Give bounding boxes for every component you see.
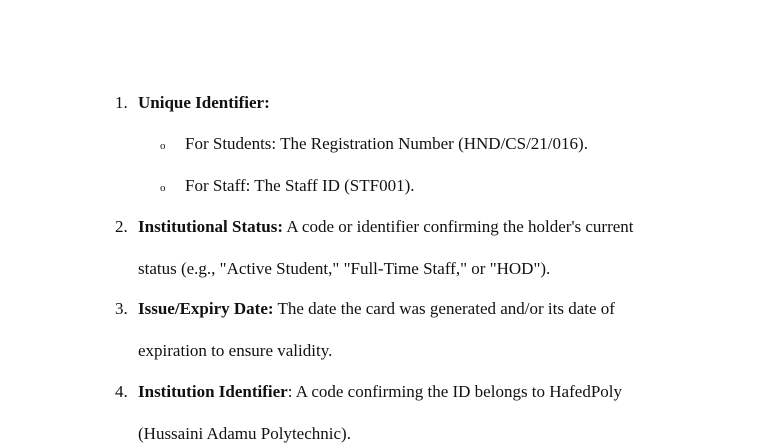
list-item-4 xyxy=(138,382,622,402)
sub-bullet-icon: o xyxy=(160,182,166,194)
list-number: 2. xyxy=(115,217,128,236)
item-continuation: (Hussaini Adamu Polytechnic). xyxy=(138,424,351,443)
list-item-1 xyxy=(138,93,270,113)
list-number: 4. xyxy=(115,382,128,401)
list-item-3 xyxy=(138,299,615,319)
item-text: : A code confirming the ID belongs to HafedPoly xyxy=(287,382,622,401)
item-continuation: status (e.g., "Active Student," "Full-Time Staff," or "HOD"). xyxy=(138,259,551,278)
list-number: 3. xyxy=(115,299,128,318)
item-continuation: expiration to ensure validity. xyxy=(138,341,333,360)
item-label: Institutional Status: xyxy=(138,217,284,236)
item-label: Issue/Expiry Date: xyxy=(138,299,274,318)
item-label: Unique Identifier: xyxy=(138,93,270,112)
list-item-2 xyxy=(138,217,634,237)
sub-item-students: For Students: The Registration Number (HND/CS/21/016). xyxy=(185,134,588,153)
item-text: The date the card was generated and/or its date of xyxy=(273,299,615,318)
sub-bullet-icon: o xyxy=(160,140,166,152)
item-text: A code or identifier confirming the holder's current xyxy=(283,217,634,236)
sub-item-staff: For Staff: The Staff ID (STF001). xyxy=(185,176,415,195)
list-number: 1. xyxy=(115,93,128,112)
item-label: Institution Identifier xyxy=(138,382,288,401)
